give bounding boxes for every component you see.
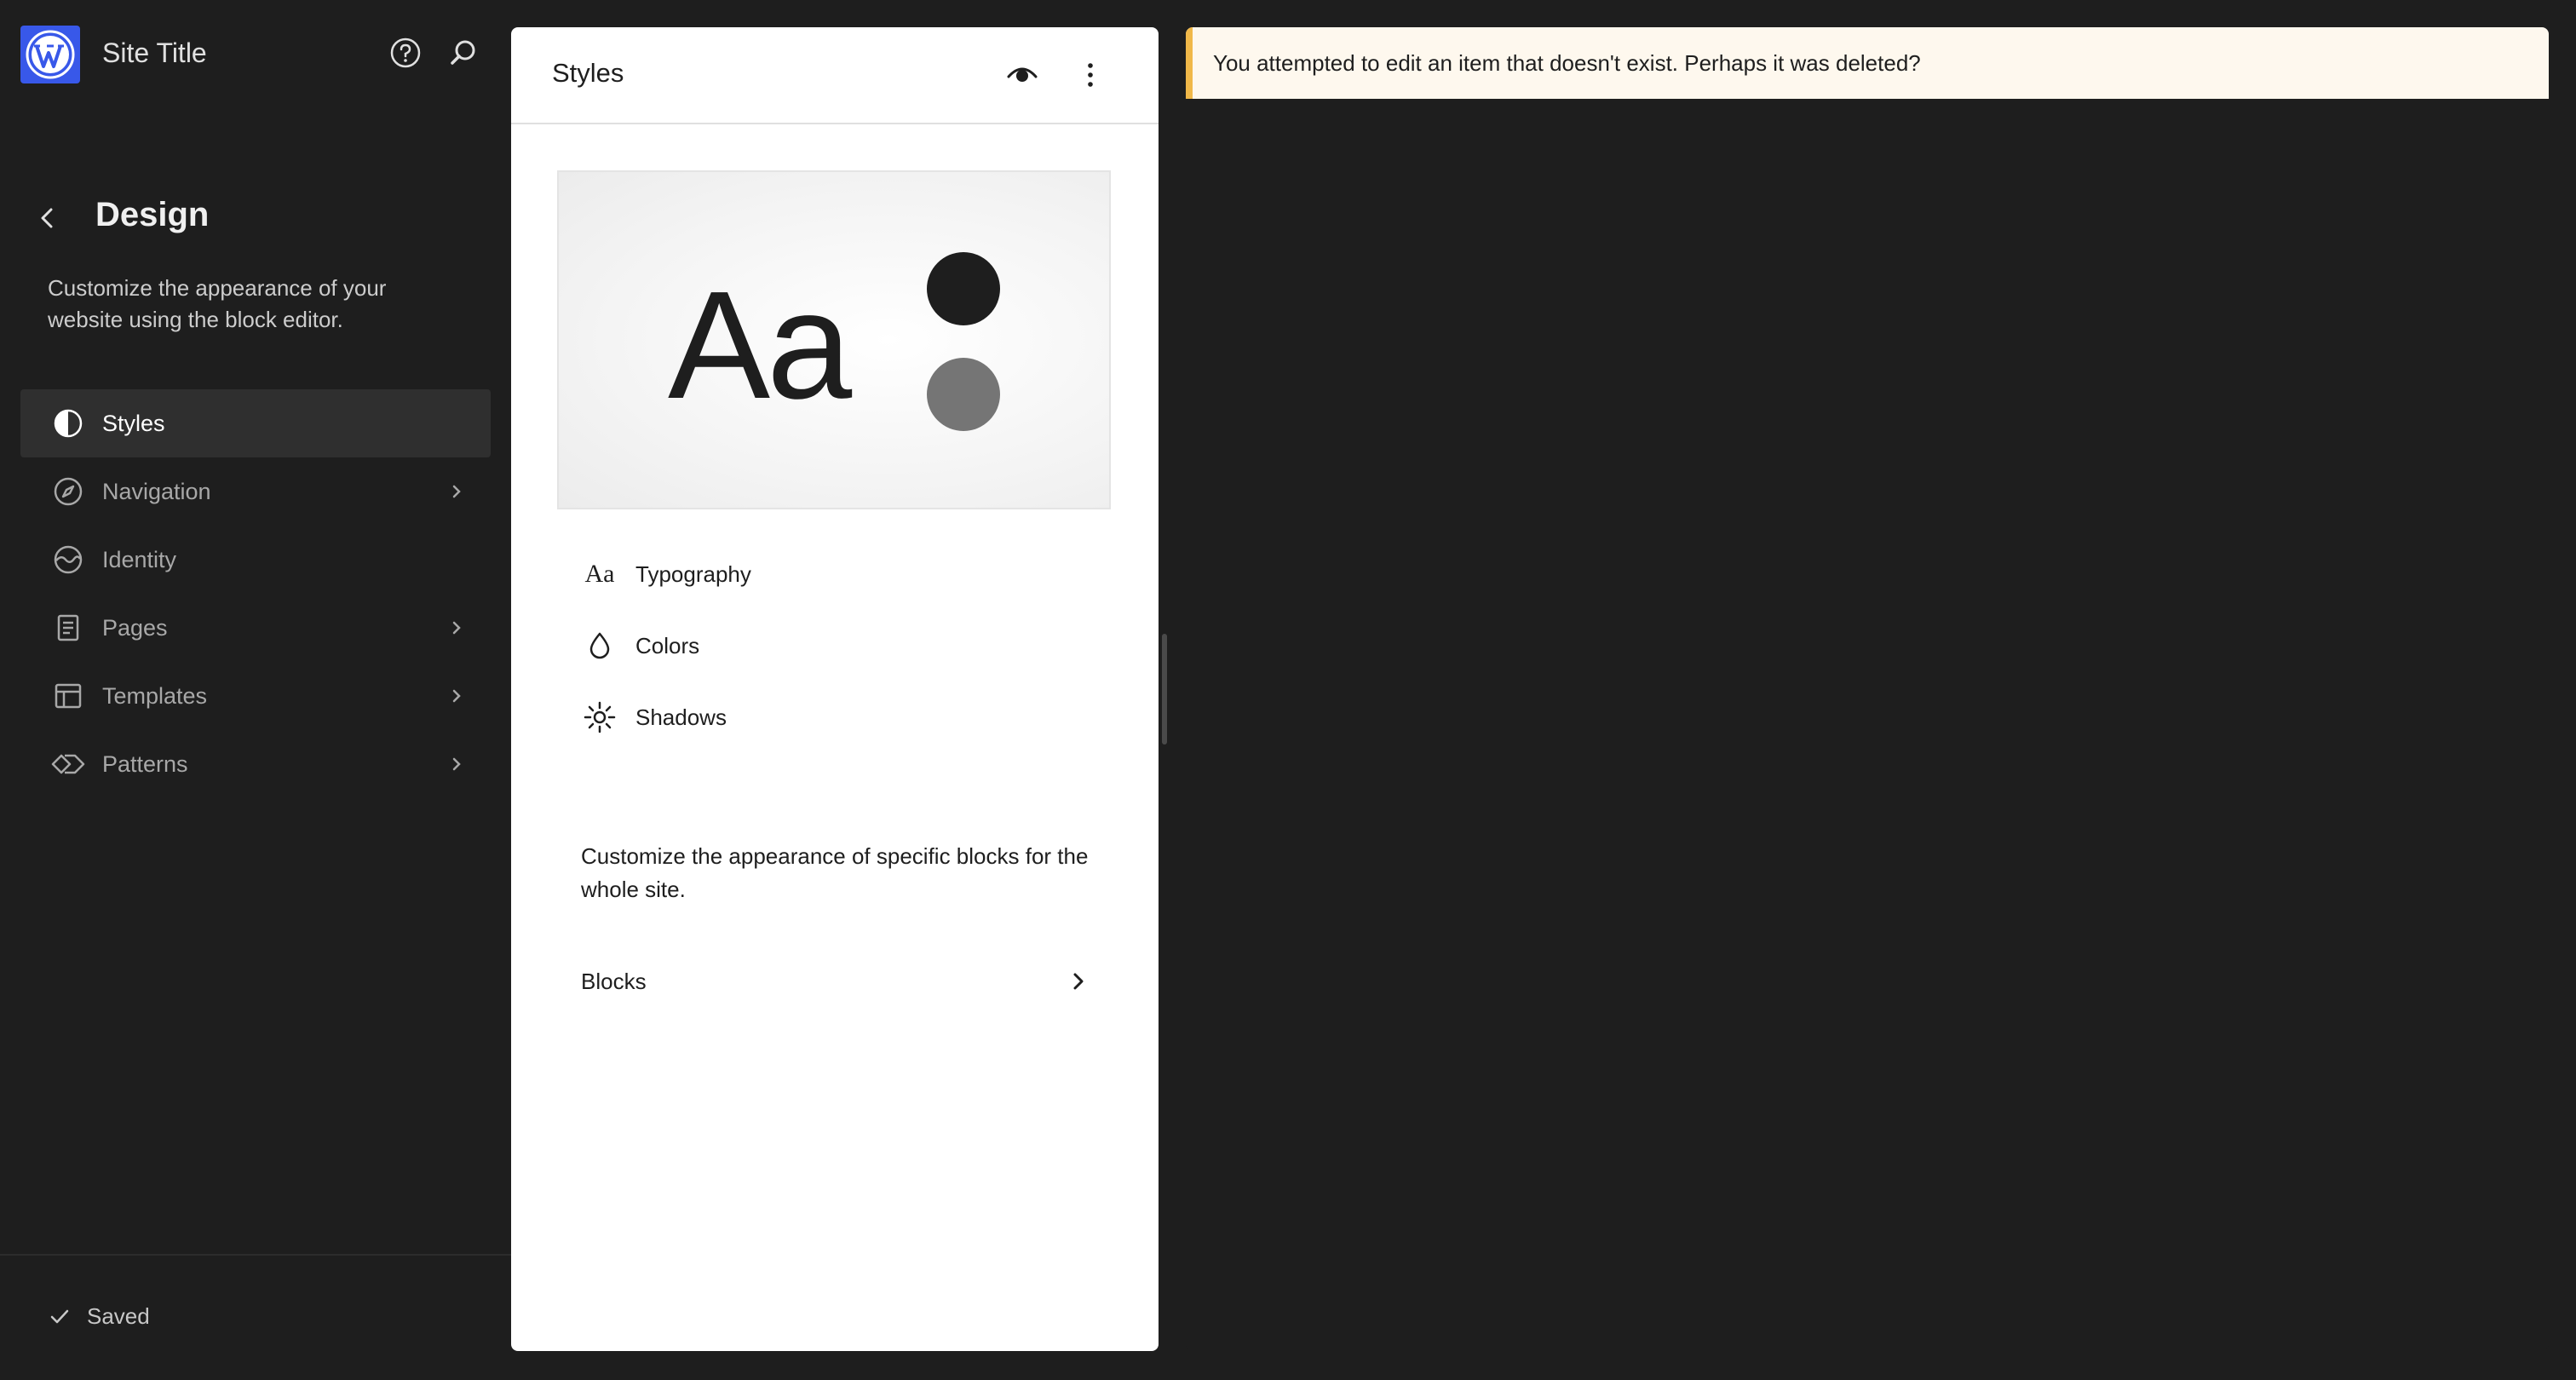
save-status-label: Saved bbox=[87, 1303, 150, 1329]
more-options-button[interactable] bbox=[1070, 55, 1111, 95]
site-title[interactable]: Site Title bbox=[102, 37, 207, 68]
menu-item-label: Colors bbox=[635, 632, 700, 658]
chevron-left-icon bbox=[31, 201, 65, 235]
search-icon[interactable] bbox=[446, 36, 480, 70]
sidebar-item-styles[interactable] bbox=[20, 389, 491, 457]
wordpress-icon[interactable] bbox=[20, 26, 80, 83]
save-status bbox=[48, 1303, 150, 1330]
editor-canvas[interactable] bbox=[1186, 27, 2549, 1351]
panel-resize-handle[interactable] bbox=[1162, 634, 1167, 745]
sidebar-item-navigation[interactable] bbox=[20, 457, 491, 526]
menu-item-colors[interactable] bbox=[535, 610, 1131, 681]
page-title: Design bbox=[95, 196, 210, 233]
menu-item-shadows[interactable] bbox=[535, 681, 1131, 753]
style-book-button[interactable] bbox=[1002, 55, 1043, 95]
warning-notice bbox=[1186, 27, 2549, 99]
preview-typography-sample: Aa bbox=[668, 260, 849, 431]
blocks-label: Blocks bbox=[581, 968, 647, 994]
preview-color-secondary bbox=[927, 358, 1000, 431]
chevron-right-icon bbox=[443, 614, 470, 641]
blocks-button[interactable] bbox=[581, 956, 1092, 1007]
help-icon[interactable] bbox=[388, 36, 423, 70]
sidebar-item-label: Navigation bbox=[102, 478, 211, 504]
menu-item-label: Typography bbox=[635, 561, 751, 587]
pages-icon bbox=[51, 611, 85, 645]
sidebar-item-identity[interactable] bbox=[20, 526, 491, 594]
templates-icon bbox=[51, 679, 85, 713]
back-button[interactable] bbox=[31, 201, 65, 235]
sidebar-item-templates[interactable] bbox=[20, 662, 491, 730]
identity-icon bbox=[51, 543, 85, 577]
styles-icon bbox=[51, 406, 85, 440]
sidebar-item-label: Styles bbox=[102, 410, 165, 436]
sidebar-item-pages[interactable] bbox=[20, 594, 491, 662]
check-icon bbox=[48, 1305, 72, 1329]
droplet-icon bbox=[579, 625, 620, 666]
eye-icon bbox=[1005, 58, 1039, 92]
menu-item-label: Shadows bbox=[635, 704, 727, 730]
navigation-icon bbox=[51, 474, 85, 509]
sun-icon bbox=[579, 697, 620, 738]
style-preview[interactable] bbox=[557, 170, 1111, 509]
sidebar-item-label: Templates bbox=[102, 682, 208, 709]
sidebar-footer bbox=[0, 1254, 511, 1380]
chevron-right-icon bbox=[1065, 968, 1092, 995]
sidebar-item-label: Pages bbox=[102, 614, 168, 641]
styles-panel bbox=[511, 27, 1159, 1351]
blocks-description: Customize the appearance of specific blocks for the whole site. bbox=[581, 843, 1089, 902]
notice-text: You attempted to edit an item that doesn't exist. Perhaps it was deleted? bbox=[1213, 49, 1921, 76]
menu-item-typography[interactable] bbox=[535, 538, 1131, 610]
styles-menu bbox=[535, 538, 1131, 753]
sidebar-item-label: Patterns bbox=[102, 750, 188, 777]
design-description: Customize the appearance of your website using the block editor. bbox=[48, 275, 387, 332]
more-vertical-icon bbox=[1073, 58, 1107, 92]
sidebar bbox=[0, 0, 511, 1378]
chevron-right-icon bbox=[443, 682, 470, 710]
patterns-icon bbox=[51, 747, 85, 781]
typography-icon: Aa bbox=[584, 560, 615, 588]
preview-color-primary bbox=[927, 252, 1000, 325]
chevron-right-icon bbox=[443, 478, 470, 505]
sidebar-nav bbox=[20, 389, 491, 798]
panel-title: Styles bbox=[552, 58, 624, 88]
chevron-right-icon bbox=[443, 750, 470, 778]
sidebar-item-patterns[interactable] bbox=[20, 730, 491, 798]
panel-header bbox=[511, 27, 1159, 124]
sidebar-item-label: Identity bbox=[102, 546, 177, 572]
